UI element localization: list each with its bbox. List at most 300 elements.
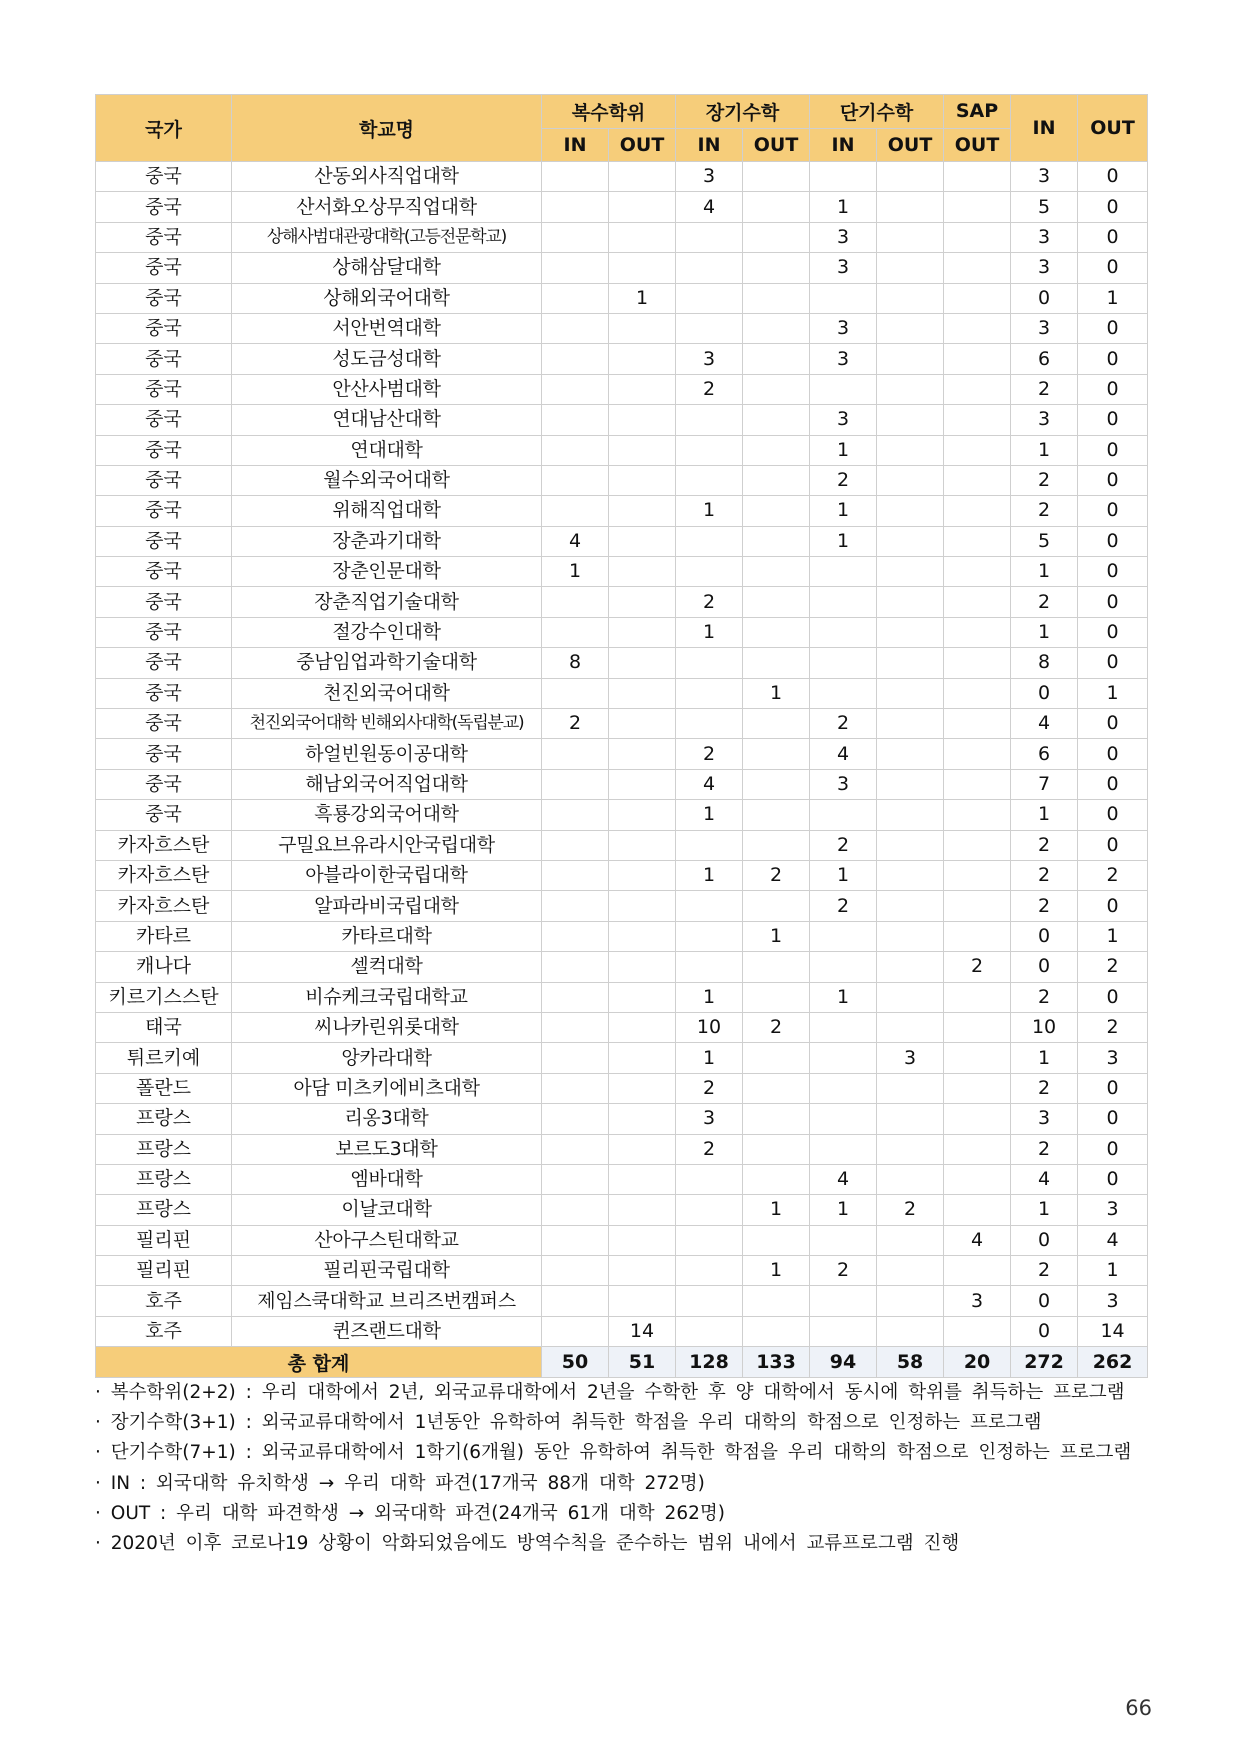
- dual-out-cell: [609, 162, 676, 192]
- short-out-cell: [877, 921, 944, 951]
- country-cell: 캐나다: [96, 952, 232, 982]
- sap-out-cell: [944, 891, 1011, 921]
- school-cell: 이날코대학: [232, 1195, 542, 1225]
- long-in-cell: 4: [676, 769, 743, 799]
- dual-in-cell: [542, 1316, 609, 1346]
- total-cell: 272: [1011, 1347, 1078, 1378]
- country-cell: 카자흐스탄: [96, 891, 232, 921]
- long-in-cell: 1: [676, 860, 743, 890]
- long-out-cell: [743, 1316, 810, 1346]
- out-total-cell: 3: [1078, 1043, 1148, 1073]
- sap-out-cell: [944, 405, 1011, 435]
- dual-in-cell: [542, 921, 609, 951]
- long-out-cell: [743, 739, 810, 769]
- long-out-cell: [743, 587, 810, 617]
- country-cell: 카자흐스탄: [96, 860, 232, 890]
- out-total-cell: 0: [1078, 1134, 1148, 1164]
- table-row: [96, 860, 1148, 890]
- school-cell: 연대남산대학: [232, 405, 542, 435]
- country-cell: 중국: [96, 162, 232, 192]
- short-out-cell: [877, 222, 944, 252]
- country-cell: 중국: [96, 617, 232, 647]
- country-cell: 카자흐스탄: [96, 830, 232, 860]
- out-total-cell: 0: [1078, 465, 1148, 495]
- short-out-cell: [877, 1012, 944, 1042]
- short-in-cell: 1: [810, 860, 877, 890]
- in-total-cell: 1: [1011, 617, 1078, 647]
- short-out-cell: [877, 1316, 944, 1346]
- long-out-cell: [743, 891, 810, 921]
- short-in-cell: [810, 617, 877, 647]
- table-body: [96, 162, 1148, 1347]
- short-in-cell: [810, 1286, 877, 1316]
- sap-out-cell: [944, 192, 1011, 222]
- total-cell: 20: [944, 1347, 1011, 1378]
- sap-out-cell: [944, 648, 1011, 678]
- dual-in-cell: [542, 982, 609, 1012]
- short-in-cell: [810, 648, 877, 678]
- dual-out-cell: [609, 952, 676, 982]
- in-total-cell: 7: [1011, 769, 1078, 799]
- sap-out-cell: [944, 1012, 1011, 1042]
- in-total-cell: 3: [1011, 313, 1078, 343]
- table-row: [96, 678, 1148, 708]
- long-out-cell: [743, 374, 810, 404]
- out-total-cell: 1: [1078, 678, 1148, 708]
- school-cell: 카타르대학: [232, 921, 542, 951]
- in-total-cell: 2: [1011, 496, 1078, 526]
- long-in-cell: [676, 557, 743, 587]
- school-cell: 제임스쿡대학교 브리즈번캠퍼스: [232, 1286, 542, 1316]
- short-in-cell: [810, 1316, 877, 1346]
- long-out-cell: [743, 192, 810, 222]
- dual-in-cell: [542, 769, 609, 799]
- out-total-cell: 0: [1078, 496, 1148, 526]
- long-in-cell: [676, 1195, 743, 1225]
- country-cell: 중국: [96, 222, 232, 252]
- country-cell: 프랑스: [96, 1195, 232, 1225]
- long-out-cell: [743, 344, 810, 374]
- short-out-cell: [877, 1073, 944, 1103]
- total-cell: 50: [542, 1347, 609, 1378]
- long-in-cell: [676, 830, 743, 860]
- table-row: [96, 587, 1148, 617]
- school-cell: 산아구스틴대학교: [232, 1225, 542, 1255]
- table-row: [96, 1012, 1148, 1042]
- short-out-cell: [877, 982, 944, 1012]
- short-out-cell: [877, 313, 944, 343]
- short-in-cell: 3: [810, 313, 877, 343]
- dual-in-cell: [542, 435, 609, 465]
- long-in-cell: 4: [676, 192, 743, 222]
- short-out-cell: [877, 1164, 944, 1194]
- dual-out-cell: [609, 617, 676, 647]
- short-out-cell: [877, 557, 944, 587]
- short-out-cell: [877, 860, 944, 890]
- dual-out-cell: 1: [609, 283, 676, 313]
- dual-in-cell: [542, 800, 609, 830]
- out-total-cell: 0: [1078, 891, 1148, 921]
- table-row: [96, 739, 1148, 769]
- out-total-cell: 0: [1078, 192, 1148, 222]
- long-in-cell: [676, 465, 743, 495]
- sap-out-cell: [944, 709, 1011, 739]
- header-school: 학교명: [232, 95, 542, 162]
- long-in-cell: 2: [676, 739, 743, 769]
- long-out-cell: [743, 405, 810, 435]
- long-in-cell: 1: [676, 1043, 743, 1073]
- table-row: [96, 405, 1148, 435]
- sap-out-cell: 4: [944, 1225, 1011, 1255]
- dual-out-cell: [609, 648, 676, 678]
- sap-out-cell: [944, 374, 1011, 404]
- school-cell: 흑룡강외국어대학: [232, 800, 542, 830]
- in-total-cell: 0: [1011, 1286, 1078, 1316]
- short-out-cell: [877, 526, 944, 556]
- sap-out-cell: [944, 1256, 1011, 1286]
- short-out-cell: [877, 830, 944, 860]
- long-in-cell: 1: [676, 617, 743, 647]
- out-total-cell: 0: [1078, 769, 1148, 799]
- short-in-cell: 1: [810, 435, 877, 465]
- header-out-total: OUT: [1078, 95, 1148, 162]
- in-total-cell: 2: [1011, 860, 1078, 890]
- out-total-cell: 0: [1078, 313, 1148, 343]
- out-total-cell: 0: [1078, 800, 1148, 830]
- header-country: 국가: [96, 95, 232, 162]
- table-row: [96, 769, 1148, 799]
- long-out-cell: [743, 648, 810, 678]
- short-in-cell: [810, 1134, 877, 1164]
- short-in-cell: [810, 162, 877, 192]
- country-cell: 중국: [96, 557, 232, 587]
- country-cell: 필리핀: [96, 1225, 232, 1255]
- long-out-cell: [743, 617, 810, 647]
- long-in-cell: [676, 283, 743, 313]
- in-total-cell: 2: [1011, 1073, 1078, 1103]
- in-total-cell: 0: [1011, 283, 1078, 313]
- school-cell: 필리핀국립대학: [232, 1256, 542, 1286]
- long-in-cell: [676, 952, 743, 982]
- short-in-cell: 3: [810, 253, 877, 283]
- dual-out-cell: [609, 1195, 676, 1225]
- school-cell: 셀컥대학: [232, 952, 542, 982]
- long-in-cell: [676, 526, 743, 556]
- short-out-cell: [877, 192, 944, 222]
- sap-out-cell: [944, 465, 1011, 495]
- long-in-cell: 1: [676, 800, 743, 830]
- sap-out-cell: [944, 1073, 1011, 1103]
- long-out-cell: [743, 313, 810, 343]
- out-total-cell: 0: [1078, 709, 1148, 739]
- dual-in-cell: 8: [542, 648, 609, 678]
- sap-out-cell: [944, 921, 1011, 951]
- school-cell: 해남외국어직업대학: [232, 769, 542, 799]
- country-cell: 중국: [96, 526, 232, 556]
- school-cell: 중남임업과학기술대학: [232, 648, 542, 678]
- school-cell: 산동외사직업대학: [232, 162, 542, 192]
- short-in-cell: 3: [810, 405, 877, 435]
- out-total-cell: 0: [1078, 222, 1148, 252]
- dual-out-cell: [609, 222, 676, 252]
- out-total-cell: 0: [1078, 435, 1148, 465]
- dual-in-cell: [542, 253, 609, 283]
- dual-out-cell: [609, 344, 676, 374]
- table-row: [96, 374, 1148, 404]
- country-cell: 중국: [96, 739, 232, 769]
- dual-out-cell: [609, 709, 676, 739]
- country-cell: 호주: [96, 1286, 232, 1316]
- dual-out-cell: 14: [609, 1316, 676, 1346]
- total-cell: 51: [609, 1347, 676, 1378]
- long-out-cell: [743, 769, 810, 799]
- short-in-cell: [810, 1104, 877, 1134]
- sap-out-cell: [944, 982, 1011, 1012]
- total-cell: 133: [743, 1347, 810, 1378]
- in-total-cell: 0: [1011, 1225, 1078, 1255]
- country-cell: 키르기스스탄: [96, 982, 232, 1012]
- long-in-cell: [676, 313, 743, 343]
- short-in-cell: [810, 374, 877, 404]
- sap-out-cell: [944, 557, 1011, 587]
- long-out-cell: [743, 162, 810, 192]
- short-in-cell: 2: [810, 709, 877, 739]
- dual-out-cell: [609, 192, 676, 222]
- school-cell: 천진외국어대학 빈해외사대학(독립분교): [232, 709, 542, 739]
- long-in-cell: 1: [676, 496, 743, 526]
- in-total-cell: 4: [1011, 709, 1078, 739]
- table-row: [96, 1134, 1148, 1164]
- short-in-cell: 3: [810, 222, 877, 252]
- long-out-cell: [743, 222, 810, 252]
- short-out-cell: [877, 435, 944, 465]
- school-cell: 하얼빈원동이공대학: [232, 739, 542, 769]
- short-in-cell: [810, 952, 877, 982]
- table-row: [96, 1316, 1148, 1346]
- subheader-in: IN: [810, 128, 877, 162]
- school-cell: 천진외국어대학: [232, 678, 542, 708]
- sap-out-cell: [944, 526, 1011, 556]
- sap-out-cell: [944, 830, 1011, 860]
- dual-out-cell: [609, 435, 676, 465]
- long-out-cell: [743, 800, 810, 830]
- table-row: [96, 313, 1148, 343]
- country-cell: 필리핀: [96, 1256, 232, 1286]
- table-row: [96, 1043, 1148, 1073]
- school-cell: 위해직업대학: [232, 496, 542, 526]
- long-out-cell: [743, 496, 810, 526]
- short-in-cell: [810, 1225, 877, 1255]
- short-out-cell: [877, 1286, 944, 1316]
- short-in-cell: 1: [810, 982, 877, 1012]
- sap-out-cell: [944, 860, 1011, 890]
- country-cell: 중국: [96, 405, 232, 435]
- in-total-cell: 2: [1011, 587, 1078, 617]
- dual-in-cell: [542, 891, 609, 921]
- in-total-cell: 1: [1011, 557, 1078, 587]
- dual-in-cell: [542, 952, 609, 982]
- short-out-cell: [877, 162, 944, 192]
- short-in-cell: 1: [810, 496, 877, 526]
- dual-in-cell: [542, 405, 609, 435]
- out-total-cell: 1: [1078, 921, 1148, 951]
- country-cell: 중국: [96, 192, 232, 222]
- in-total-cell: 2: [1011, 465, 1078, 495]
- long-out-cell: 1: [743, 921, 810, 951]
- dual-out-cell: [609, 1134, 676, 1164]
- country-cell: 호주: [96, 1316, 232, 1346]
- page-number: 66: [1125, 1696, 1152, 1720]
- dual-out-cell: [609, 374, 676, 404]
- dual-out-cell: [609, 1225, 676, 1255]
- long-in-cell: [676, 222, 743, 252]
- long-in-cell: [676, 891, 743, 921]
- long-out-cell: 1: [743, 1195, 810, 1225]
- dual-in-cell: [542, 283, 609, 313]
- sap-out-cell: [944, 162, 1011, 192]
- long-out-cell: [743, 1225, 810, 1255]
- dual-out-cell: [609, 769, 676, 799]
- out-total-cell: 0: [1078, 526, 1148, 556]
- short-out-cell: [877, 465, 944, 495]
- table-row: [96, 435, 1148, 465]
- school-cell: 월수외국어대학: [232, 465, 542, 495]
- dual-out-cell: [609, 1286, 676, 1316]
- dual-in-cell: [542, 678, 609, 708]
- in-total-cell: 2: [1011, 1134, 1078, 1164]
- country-cell: 중국: [96, 313, 232, 343]
- footnote: · 단기수학(7+1) : 외국교류대학에서 1학기(6개월) 동안 유학하여 취득한 학점을 우리 대학의 학점으로 인정하는 프로그램: [95, 1442, 1132, 1464]
- sap-out-cell: [944, 1104, 1011, 1134]
- out-total-cell: 0: [1078, 617, 1148, 647]
- table-row: [96, 648, 1148, 678]
- out-total-cell: 14: [1078, 1316, 1148, 1346]
- short-in-cell: 3: [810, 344, 877, 374]
- short-out-cell: [877, 891, 944, 921]
- school-cell: 상해삼달대학: [232, 253, 542, 283]
- out-total-cell: 3: [1078, 1286, 1148, 1316]
- out-total-cell: 0: [1078, 1104, 1148, 1134]
- dual-out-cell: [609, 1256, 676, 1286]
- sap-out-cell: [944, 800, 1011, 830]
- header-sap: SAP: [944, 95, 1011, 129]
- short-in-cell: [810, 1043, 877, 1073]
- short-out-cell: [877, 1134, 944, 1164]
- out-total-cell: 0: [1078, 982, 1148, 1012]
- dual-in-cell: [542, 313, 609, 343]
- long-in-cell: [676, 709, 743, 739]
- out-total-cell: 0: [1078, 557, 1148, 587]
- table-row: [96, 496, 1148, 526]
- table-row: [96, 921, 1148, 951]
- footnote: · IN : 외국대학 유치학생 → 우리 대학 파견(17개국 88개 대학 272명): [95, 1472, 705, 1494]
- long-in-cell: 1: [676, 982, 743, 1012]
- dual-in-cell: 4: [542, 526, 609, 556]
- short-in-cell: [810, 557, 877, 587]
- table-row: [96, 830, 1148, 860]
- dual-out-cell: [609, 860, 676, 890]
- table-row: [96, 1104, 1148, 1134]
- table-row: [96, 1164, 1148, 1194]
- school-cell: 장춘직업기술대학: [232, 587, 542, 617]
- country-cell: 중국: [96, 465, 232, 495]
- dual-out-cell: [609, 891, 676, 921]
- short-out-cell: [877, 648, 944, 678]
- country-cell: 중국: [96, 587, 232, 617]
- table-row: [96, 1195, 1148, 1225]
- dual-in-cell: [542, 222, 609, 252]
- long-in-cell: [676, 648, 743, 678]
- table-row: [96, 222, 1148, 252]
- long-in-cell: 2: [676, 587, 743, 617]
- table-row: [96, 344, 1148, 374]
- country-cell: 중국: [96, 678, 232, 708]
- sap-out-cell: [944, 222, 1011, 252]
- short-out-cell: [877, 496, 944, 526]
- footnote: · 복수학위(2+2) : 우리 대학에서 2년, 외국교류대학에서 2년을 수학한 후 양 대학에서 동시에 학위를 취득하는 프로그램: [95, 1382, 1125, 1403]
- header-long-term: 장기수학: [676, 95, 810, 129]
- out-total-cell: 2: [1078, 1012, 1148, 1042]
- short-out-cell: [877, 800, 944, 830]
- sap-out-cell: 3: [944, 1286, 1011, 1316]
- table-row: [96, 952, 1148, 982]
- table-row: [96, 982, 1148, 1012]
- in-total-cell: 2: [1011, 1256, 1078, 1286]
- short-out-cell: [877, 1104, 944, 1134]
- school-cell: 리옹3대학: [232, 1104, 542, 1134]
- in-total-cell: 5: [1011, 526, 1078, 556]
- dual-out-cell: [609, 253, 676, 283]
- dual-out-cell: [609, 313, 676, 343]
- long-out-cell: 1: [743, 1256, 810, 1286]
- footnote: · OUT : 우리 대학 파견학생 → 외국대학 파견(24개국 61개 대학 262명): [95, 1502, 725, 1524]
- short-in-cell: 2: [810, 465, 877, 495]
- dual-in-cell: [542, 374, 609, 404]
- school-cell: 아블라이한국립대학: [232, 860, 542, 890]
- in-total-cell: 5: [1011, 192, 1078, 222]
- dual-in-cell: [542, 1225, 609, 1255]
- in-total-cell: 3: [1011, 253, 1078, 283]
- dual-in-cell: [542, 1256, 609, 1286]
- school-cell: 씨나카린위롯대학: [232, 1012, 542, 1042]
- sap-out-cell: [944, 587, 1011, 617]
- long-in-cell: [676, 1316, 743, 1346]
- school-cell: 엠바대학: [232, 1164, 542, 1194]
- in-total-cell: 3: [1011, 222, 1078, 252]
- dual-out-cell: [609, 405, 676, 435]
- long-in-cell: 2: [676, 374, 743, 404]
- dual-in-cell: [542, 1134, 609, 1164]
- long-out-cell: [743, 982, 810, 1012]
- long-in-cell: [676, 1164, 743, 1194]
- school-cell: 장춘인문대학: [232, 557, 542, 587]
- dual-in-cell: [542, 192, 609, 222]
- dual-in-cell: [542, 1073, 609, 1103]
- long-in-cell: [676, 435, 743, 465]
- in-total-cell: 0: [1011, 952, 1078, 982]
- long-out-cell: [743, 526, 810, 556]
- short-out-cell: [877, 709, 944, 739]
- dual-out-cell: [609, 526, 676, 556]
- in-total-cell: 1: [1011, 800, 1078, 830]
- header-dual-degree: 복수학위: [542, 95, 676, 129]
- table-row: [96, 162, 1148, 192]
- subheader-out: OUT: [877, 128, 944, 162]
- out-total-cell: 0: [1078, 830, 1148, 860]
- dual-out-cell: [609, 1073, 676, 1103]
- dual-out-cell: [609, 1164, 676, 1194]
- out-total-cell: 4: [1078, 1225, 1148, 1255]
